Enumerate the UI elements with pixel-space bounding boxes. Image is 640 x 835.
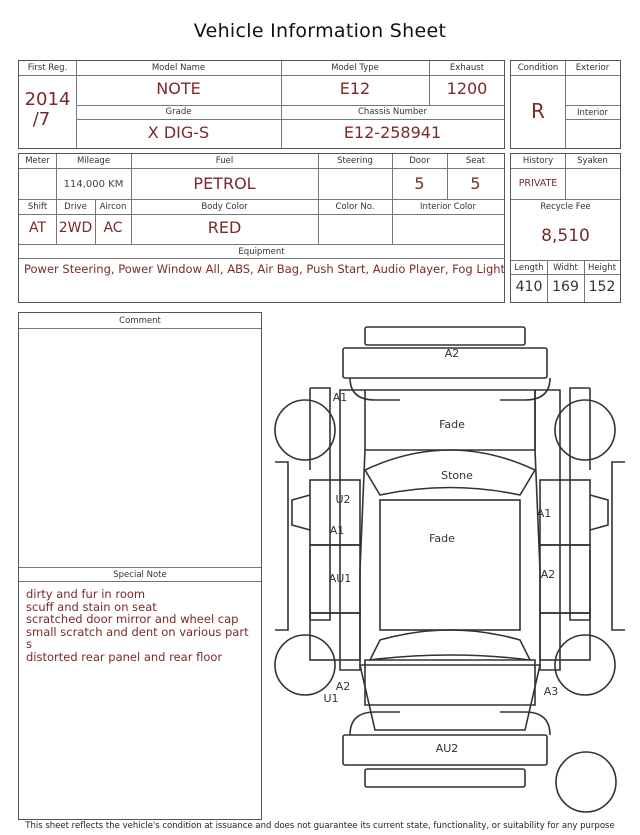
chassis-value: E12-258941 [343, 123, 442, 142]
mileage-label: Mileage [76, 156, 111, 166]
model-type-label: Model Type [331, 63, 379, 73]
grade-value: X DIG-S [147, 123, 210, 142]
recycle-fee-label: Recycle Fee [540, 202, 591, 212]
damage-front-left-fender: A1 [332, 391, 348, 404]
model-name-value: NOTE [156, 79, 201, 98]
height-value: 152 [588, 279, 616, 295]
model-name-label: Model Name [151, 63, 206, 73]
length-value: 410 [515, 279, 543, 295]
syaken-label: Syaken [577, 156, 608, 166]
specs-box [18, 153, 505, 303]
comment-label: Comment [119, 316, 161, 326]
condition-box [510, 60, 621, 149]
length-label: Length [514, 263, 544, 273]
color-no-label: Color No. [335, 202, 375, 212]
grade-label: Grade [165, 107, 192, 117]
shift-label: Shift [27, 202, 48, 212]
first-reg-month: /7 [32, 109, 51, 130]
special-note-line: scratched door mirror and wheel cap [26, 612, 239, 626]
damage-front: A2 [444, 347, 460, 360]
mileage-value: 114,000 KM [63, 179, 124, 190]
seat-label: Seat [465, 156, 486, 166]
door-label: Door [409, 156, 430, 166]
condition-value: R [531, 99, 545, 123]
vehicle-info-box [18, 60, 505, 149]
width-label: Widht [553, 263, 578, 273]
first-reg-year: 2014 [24, 89, 71, 110]
width-value: 169 [552, 279, 579, 295]
special-note-line: s [26, 637, 32, 651]
drive-value: 2WD [58, 220, 93, 236]
seat-value: 5 [470, 174, 481, 193]
equipment-value: Power Steering, Power Window All, ABS, Air Bag, Push Start, Audio Player, Fog Light [24, 262, 506, 276]
shift-value: AT [28, 220, 47, 236]
meter-label: Meter [25, 156, 50, 166]
drive-label: Drive [64, 202, 87, 212]
exhaust-value: 1200 [446, 79, 488, 98]
damage-roof: Fade [429, 532, 455, 545]
history-value: PRIVATE [518, 178, 558, 189]
condition-label: Condition [517, 63, 559, 73]
page-title: Vehicle Information Sheet [193, 20, 447, 42]
damage-left-rear-quarter: A2 [335, 680, 351, 693]
recycle-fee-value: 8,510 [541, 226, 590, 246]
damage-rear: AU2 [435, 742, 459, 755]
damage-left-front-door: A1 [329, 524, 345, 537]
disclaimer: This sheet reflects the vehicle's condition at issuance and does not guarantee its current state, functionality, or suitability for any purpose [25, 821, 615, 831]
height-label: Height [587, 263, 617, 273]
interior-label: Interior [576, 108, 608, 118]
aircon-label: Aircon [99, 202, 127, 212]
fuel-value: PETROL [193, 174, 256, 193]
exterior-label: Exterior [575, 63, 610, 73]
door-value: 5 [414, 174, 425, 193]
car-damage-diagram [270, 320, 630, 820]
special-note-line: scuff and stain on seat [26, 599, 157, 614]
body-color-value: RED [207, 218, 242, 237]
special-note-label: Special Note [113, 570, 167, 580]
special-note-line: distorted rear panel and rear floor [26, 649, 223, 664]
damage-right-front-door: A1 [536, 507, 552, 520]
aircon-value: AC [103, 220, 123, 236]
damage-right-rear-quarter: A3 [543, 685, 559, 698]
first-reg-label: First Reg. [27, 63, 68, 73]
damage-left-mirror: U2 [335, 493, 351, 506]
steering-label: Steering [337, 156, 373, 166]
model-type-value: E12 [339, 79, 371, 98]
equipment-label: Equipment [238, 247, 285, 257]
chassis-label: Chassis Number [357, 107, 428, 117]
history-label: History [522, 156, 554, 166]
damage-left-rear-door: AU1 [328, 572, 352, 585]
special-note-line: dirty and fur in room [26, 587, 146, 601]
damage-right-rear-door: A2 [540, 568, 556, 581]
exhaust-label: Exhaust [449, 63, 485, 73]
comment-box [18, 312, 262, 820]
fuel-label: Fuel [215, 156, 234, 166]
interior-color-label: Interior Color [420, 202, 476, 212]
special-note-list [26, 588, 258, 663]
damage-windshield: Stone [441, 469, 473, 482]
damage-hood: Fade [439, 418, 465, 431]
body-color-label: Body Color [201, 202, 248, 212]
special-note-line: small scratch and dent on various part [26, 624, 249, 639]
damage-left-rear-lower: U1 [323, 692, 339, 705]
history-box [510, 153, 621, 303]
